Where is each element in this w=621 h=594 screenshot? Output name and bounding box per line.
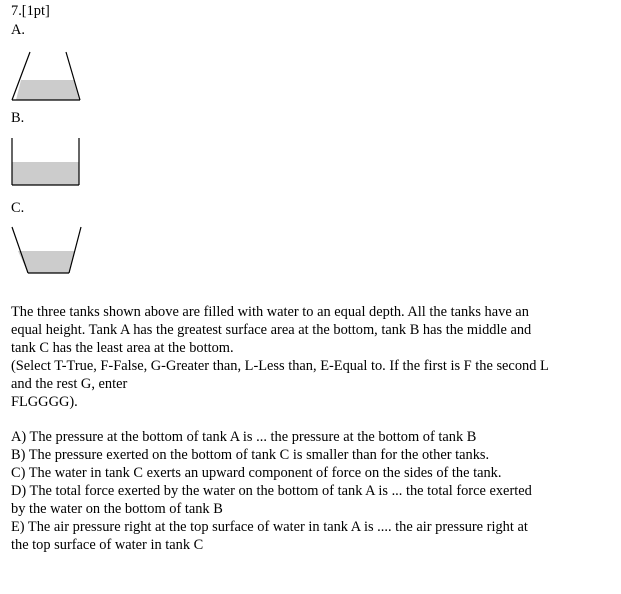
- description-line: The three tanks shown above are filled with water to an equal depth. All the tanks have an: [11, 303, 529, 320]
- instruction-example: FLGGGG).: [11, 393, 78, 410]
- tank-a-water: [16, 80, 80, 100]
- tank-narrow-bottom-icon: [11, 217, 83, 303]
- tank-c-figure: [11, 217, 609, 303]
- tank-b-label: B.: [11, 109, 25, 126]
- question-description: [11, 303, 609, 411]
- statement-e-continued: the top surface of water in tank C: [11, 536, 204, 553]
- instruction-line: (Select T-True, F-False, G-Greater than, L-Less than, E-Equal to. If the first is F the second L: [11, 357, 549, 374]
- tank-c-label: C.: [11, 199, 25, 216]
- statement-b: B) The pressure exerted on the bottom of tank C is smaller than for the other tanks.: [11, 446, 490, 463]
- tank-straight-icon: [11, 127, 83, 199]
- tank-b-figure: [11, 127, 609, 199]
- description-line: tank C has the least area at the bottom.: [11, 339, 234, 356]
- tank-wide-bottom-icon: [11, 39, 83, 109]
- question-content: [11, 3, 609, 554]
- question-number: 7.[1pt]: [11, 3, 50, 19]
- instruction-line: and the rest G, enter: [11, 375, 128, 392]
- description-line: equal height. Tank A has the greatest surface area at the bottom, tank B has the middle and: [11, 321, 532, 338]
- statements-list: [11, 428, 609, 554]
- tank-b-water: [12, 162, 79, 185]
- tank-a-figure: [11, 39, 609, 109]
- statement-a: A) The pressure at the bottom of tank A is ... the pressure at the bottom of tank B: [11, 428, 477, 445]
- statement-c: C) The water in tank C exerts an upward component of force on the sides of the tank.: [11, 464, 502, 481]
- statement-d-continued: by the water on the bottom of tank B: [11, 500, 223, 517]
- statement-d: D) The total force exerted by the water on the bottom of tank A is ... the total force exerted: [11, 482, 532, 499]
- tank-a-label: A.: [11, 21, 25, 38]
- statement-e: E) The air pressure right at the top surface of water in tank A is .... the air pressure right at: [11, 518, 528, 535]
